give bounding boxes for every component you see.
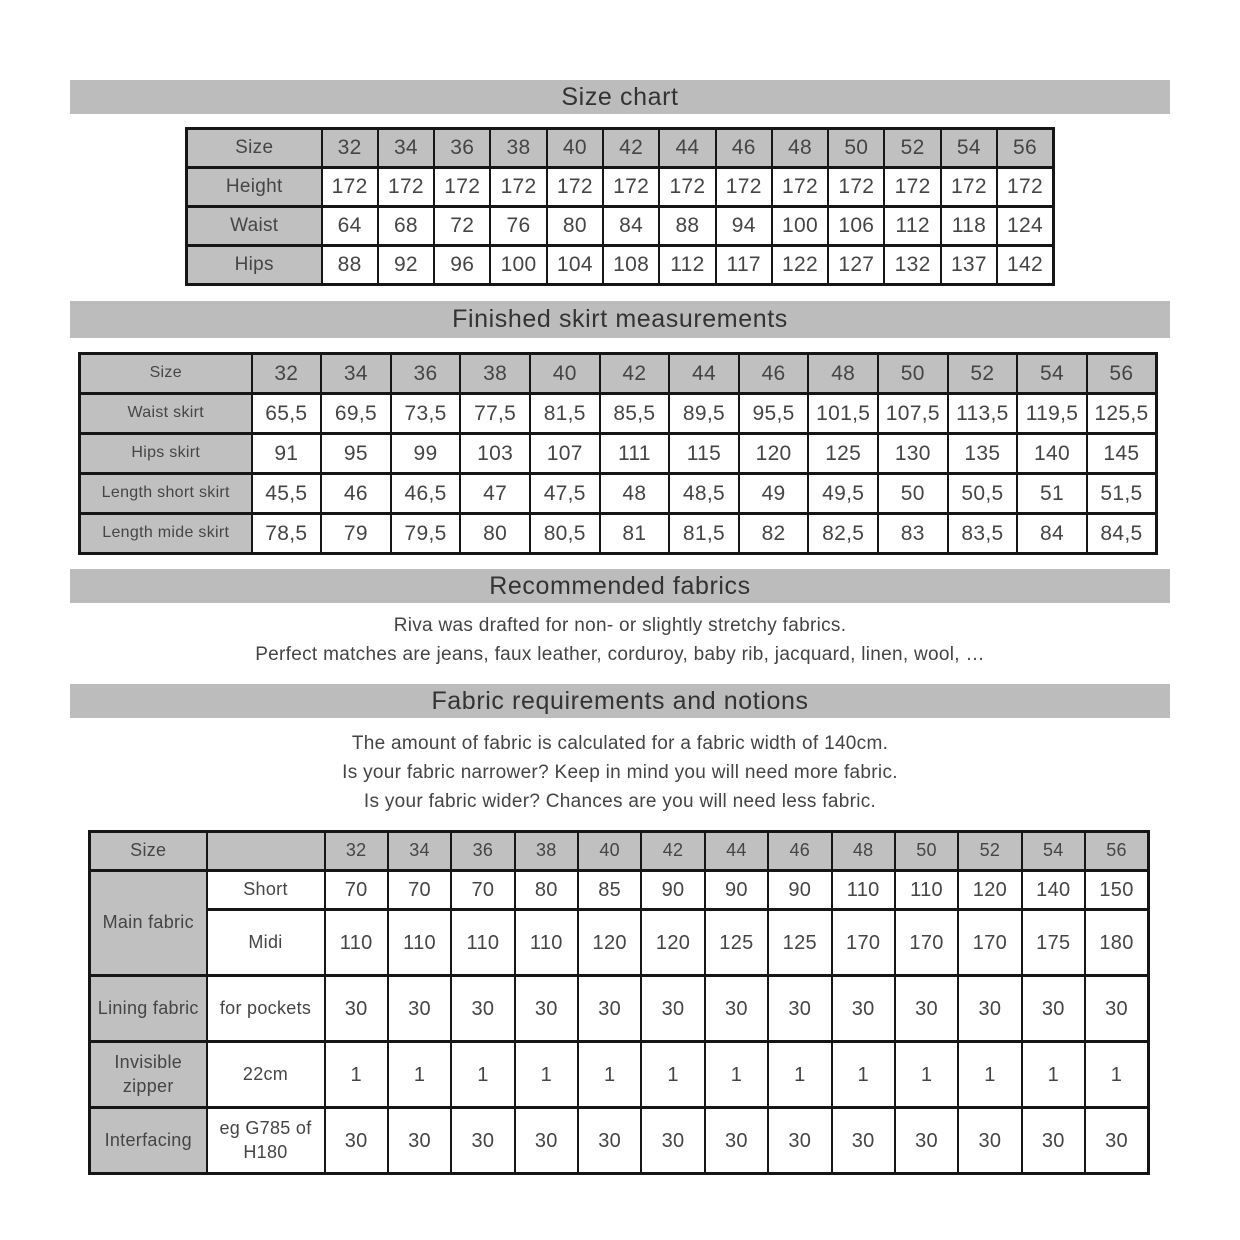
- table-row: [80, 354, 1157, 394]
- table-row: [187, 246, 1054, 285]
- header-cell: 46: [768, 832, 831, 871]
- value-cell: 70: [388, 871, 451, 910]
- value-cell: 1: [641, 1042, 704, 1108]
- value-cell: 47: [460, 474, 530, 514]
- value-cell: 30: [515, 976, 578, 1042]
- value-cell: 117: [716, 246, 772, 285]
- header-cell: 56: [1087, 354, 1157, 394]
- header-cell: Lining fabric: [90, 976, 207, 1042]
- note-line: Riva was drafted for non- or slightly stretchy fabrics.: [393, 615, 847, 636]
- header-cell: Invisible zipper: [90, 1042, 207, 1108]
- value-cell: 92: [378, 246, 434, 285]
- value-cell: 113,5: [948, 394, 1018, 434]
- value-cell: 1: [515, 1042, 578, 1108]
- value-cell: 108: [603, 246, 659, 285]
- value-cell: 172: [547, 168, 603, 207]
- header-cell: 48: [808, 354, 878, 394]
- table-row: [90, 832, 1149, 871]
- value-cell: 1: [578, 1042, 641, 1108]
- value-cell: 1: [451, 1042, 514, 1108]
- value-cell: 88: [322, 246, 378, 285]
- value-cell: 95: [321, 434, 391, 474]
- value-cell: 80: [547, 207, 603, 246]
- header-cell: Size: [90, 832, 207, 871]
- value-cell: 30: [578, 976, 641, 1042]
- table-row: [90, 1108, 1149, 1174]
- value-cell: 101,5: [808, 394, 878, 434]
- note-line: Perfect matches are jeans, faux leather, corduroy, baby rib, jacquard, linen, wool, …: [255, 644, 985, 665]
- table-row: [187, 207, 1054, 246]
- value-cell: 30: [388, 976, 451, 1042]
- value-cell: 30: [958, 976, 1021, 1042]
- value-cell: 172: [772, 168, 828, 207]
- fabric-requirements-note: [70, 729, 1170, 816]
- table-row: [90, 871, 1149, 910]
- value-cell: 70: [325, 871, 388, 910]
- value-cell: 172: [490, 168, 546, 207]
- value-cell: 64: [322, 207, 378, 246]
- header-cell: 40: [578, 832, 641, 871]
- value-cell: 30: [515, 1108, 578, 1174]
- value-cell: 1: [768, 1042, 831, 1108]
- value-cell: 46: [321, 474, 391, 514]
- header-cell: 44: [669, 354, 739, 394]
- value-cell: 84: [1017, 514, 1087, 554]
- value-cell: 85: [578, 871, 641, 910]
- value-cell: 140: [1017, 434, 1087, 474]
- header-cell: 50: [828, 129, 884, 168]
- value-cell: 30: [325, 976, 388, 1042]
- value-cell: 172: [434, 168, 490, 207]
- value-cell: 49: [739, 474, 809, 514]
- value-cell: 137: [941, 246, 997, 285]
- value-cell: 112: [659, 246, 715, 285]
- size-chart-section-header: Size chart: [70, 80, 1170, 114]
- header-cell: 56: [1085, 832, 1149, 871]
- header-cell: 54: [1017, 354, 1087, 394]
- value-cell: 30: [705, 1108, 768, 1174]
- value-cell: 73,5: [391, 394, 461, 434]
- value-cell: 125: [808, 434, 878, 474]
- value-cell: 172: [378, 168, 434, 207]
- value-cell: 1: [895, 1042, 958, 1108]
- value-cell: 96: [434, 246, 490, 285]
- value-cell: 120: [739, 434, 809, 474]
- header-cell: Length mide skirt: [80, 514, 252, 554]
- table-row: [80, 514, 1157, 554]
- value-cell: 49,5: [808, 474, 878, 514]
- header-cell: 54: [941, 129, 997, 168]
- finished-measurements-section-header: Finished skirt measurements: [70, 301, 1170, 338]
- finished-measurements-table: [78, 352, 1158, 555]
- table-row: [187, 168, 1054, 207]
- value-cell: 90: [641, 871, 704, 910]
- value-cell: 22cm: [207, 1042, 325, 1108]
- header-cell: Waist skirt: [80, 394, 252, 434]
- value-cell: 95,5: [739, 394, 809, 434]
- value-cell: 45,5: [252, 474, 322, 514]
- header-cell: 38: [460, 354, 530, 394]
- header-cell: 50: [878, 354, 948, 394]
- value-cell: 1: [325, 1042, 388, 1108]
- value-cell: 81,5: [530, 394, 600, 434]
- table-row: [187, 129, 1054, 168]
- value-cell: 1: [705, 1042, 768, 1108]
- value-cell: 80,5: [530, 514, 600, 554]
- table-row: [90, 976, 1149, 1042]
- value-cell: 1: [1085, 1042, 1149, 1108]
- value-cell: 80: [515, 871, 578, 910]
- value-cell: 110: [451, 910, 514, 976]
- value-cell: 30: [578, 1108, 641, 1174]
- value-cell: 150: [1085, 871, 1149, 910]
- header-cell: Hips: [187, 246, 322, 285]
- table-row: [90, 1042, 1149, 1108]
- value-cell: 82,5: [808, 514, 878, 554]
- table-row: [80, 474, 1157, 514]
- value-cell: 30: [451, 1108, 514, 1174]
- value-cell: eg G785 of H180: [207, 1108, 325, 1174]
- value-cell: 172: [997, 168, 1053, 207]
- value-cell: 84: [603, 207, 659, 246]
- value-cell: 90: [768, 871, 831, 910]
- note-line: Is your fabric wider? Chances are you will need less fabric.: [363, 791, 877, 812]
- value-cell: 47,5: [530, 474, 600, 514]
- header-cell: 32: [252, 354, 322, 394]
- value-cell: 125,5: [1087, 394, 1157, 434]
- value-cell: 119,5: [1017, 394, 1087, 434]
- header-cell: 32: [325, 832, 388, 871]
- value-cell: 30: [1022, 1108, 1085, 1174]
- value-cell: 50: [878, 474, 948, 514]
- header-cell: Height: [187, 168, 322, 207]
- header-cell: 40: [530, 354, 600, 394]
- value-cell: 30: [451, 976, 514, 1042]
- value-cell: 122: [772, 246, 828, 285]
- header-cell: 38: [515, 832, 578, 871]
- table-row: [80, 394, 1157, 434]
- value-cell: 1: [832, 1042, 895, 1108]
- value-cell: 50,5: [948, 474, 1018, 514]
- value-cell: 72: [434, 207, 490, 246]
- header-cell: 52: [958, 832, 1021, 871]
- table-row: [90, 910, 1149, 976]
- value-cell: 99: [391, 434, 461, 474]
- value-cell: 104: [547, 246, 603, 285]
- value-cell: 124: [997, 207, 1053, 246]
- value-cell: 172: [716, 168, 772, 207]
- header-cell: 50: [895, 832, 958, 871]
- value-cell: 51: [1017, 474, 1087, 514]
- value-cell: 170: [832, 910, 895, 976]
- value-cell: 94: [716, 207, 772, 246]
- value-cell: 127: [828, 246, 884, 285]
- value-cell: 90: [705, 871, 768, 910]
- header-cell: Hips skirt: [80, 434, 252, 474]
- header-cell: Size: [80, 354, 252, 394]
- value-cell: 83,5: [948, 514, 1018, 554]
- value-cell: 125: [768, 910, 831, 976]
- value-cell: 65,5: [252, 394, 322, 434]
- value-cell: 112: [884, 207, 940, 246]
- value-cell: 170: [895, 910, 958, 976]
- value-cell: 30: [832, 976, 895, 1042]
- value-cell: 1: [388, 1042, 451, 1108]
- header-cell: Size: [187, 129, 322, 168]
- value-cell: 120: [641, 910, 704, 976]
- header-cell: 52: [948, 354, 1018, 394]
- value-cell: 172: [884, 168, 940, 207]
- size-chart-table: [185, 127, 1055, 286]
- fabric-requirements-table: [88, 830, 1150, 1175]
- header-cell: 52: [884, 129, 940, 168]
- value-cell: 30: [641, 1108, 704, 1174]
- value-cell: 172: [659, 168, 715, 207]
- header-cell: Length short skirt: [80, 474, 252, 514]
- value-cell: 83: [878, 514, 948, 554]
- value-cell: 79,5: [391, 514, 461, 554]
- recommended-fabrics-section-header: Recommended fabrics: [70, 569, 1170, 603]
- value-cell: 70: [451, 871, 514, 910]
- header-cell: 36: [451, 832, 514, 871]
- value-cell: 120: [958, 871, 1021, 910]
- value-cell: 30: [1085, 1108, 1149, 1174]
- value-cell: 30: [832, 1108, 895, 1174]
- note-line: The amount of fabric is calculated for a fabric width of 140cm.: [351, 733, 889, 754]
- value-cell: 80: [460, 514, 530, 554]
- header-cell: 34: [388, 832, 451, 871]
- value-cell: 1: [958, 1042, 1021, 1108]
- header-cell: 44: [659, 129, 715, 168]
- header-cell: 42: [641, 832, 704, 871]
- value-cell: 30: [958, 1108, 1021, 1174]
- header-cell: 36: [391, 354, 461, 394]
- value-cell: 48: [600, 474, 670, 514]
- value-cell: 180: [1085, 910, 1149, 976]
- value-cell: 79: [321, 514, 391, 554]
- value-cell: 30: [768, 976, 831, 1042]
- header-cell: [207, 832, 325, 871]
- value-cell: 77,5: [460, 394, 530, 434]
- value-cell: 88: [659, 207, 715, 246]
- recommended-fabrics-note: [70, 611, 1170, 669]
- value-cell: 89,5: [669, 394, 739, 434]
- header-cell: Main fabric: [90, 871, 207, 976]
- value-cell: 125: [705, 910, 768, 976]
- value-cell: 30: [895, 1108, 958, 1174]
- value-cell: 172: [322, 168, 378, 207]
- value-cell: 106: [828, 207, 884, 246]
- value-cell: 140: [1022, 871, 1085, 910]
- value-cell: 111: [600, 434, 670, 474]
- value-cell: 30: [1085, 976, 1149, 1042]
- value-cell: 68: [378, 207, 434, 246]
- value-cell: 81: [600, 514, 670, 554]
- value-cell: 172: [828, 168, 884, 207]
- value-cell: 84,5: [1087, 514, 1157, 554]
- header-cell: 56: [997, 129, 1053, 168]
- header-cell: 40: [547, 129, 603, 168]
- header-cell: 36: [434, 129, 490, 168]
- value-cell: 110: [325, 910, 388, 976]
- value-cell: 110: [388, 910, 451, 976]
- value-cell: 110: [895, 871, 958, 910]
- value-cell: 110: [832, 871, 895, 910]
- value-cell: 91: [252, 434, 322, 474]
- value-cell: 30: [1022, 976, 1085, 1042]
- value-cell: 110: [515, 910, 578, 976]
- value-cell: 172: [941, 168, 997, 207]
- value-cell: 30: [705, 976, 768, 1042]
- header-cell: 34: [378, 129, 434, 168]
- table-row: [80, 434, 1157, 474]
- header-cell: Interfacing: [90, 1108, 207, 1174]
- value-cell: 132: [884, 246, 940, 285]
- value-cell: for pockets: [207, 976, 325, 1042]
- value-cell: 69,5: [321, 394, 391, 434]
- value-cell: 76: [490, 207, 546, 246]
- value-cell: 30: [768, 1108, 831, 1174]
- header-cell: 42: [600, 354, 670, 394]
- header-cell: 48: [772, 129, 828, 168]
- value-cell: 100: [490, 246, 546, 285]
- value-cell: 142: [997, 246, 1053, 285]
- value-cell: 115: [669, 434, 739, 474]
- value-cell: 1: [1022, 1042, 1085, 1108]
- value-cell: 30: [325, 1108, 388, 1174]
- value-cell: 130: [878, 434, 948, 474]
- fabric-requirements-section-header: Fabric requirements and notions: [70, 684, 1170, 718]
- header-cell: Waist: [187, 207, 322, 246]
- value-cell: 107: [530, 434, 600, 474]
- value-cell: 81,5: [669, 514, 739, 554]
- value-cell: 51,5: [1087, 474, 1157, 514]
- value-cell: 46,5: [391, 474, 461, 514]
- header-cell: 46: [739, 354, 809, 394]
- value-cell: 85,5: [600, 394, 670, 434]
- note-line: Is your fabric narrower? Keep in mind you will need more fabric.: [342, 762, 898, 783]
- header-cell: 54: [1022, 832, 1085, 871]
- value-cell: 175: [1022, 910, 1085, 976]
- value-cell: 107,5: [878, 394, 948, 434]
- value-cell: 135: [948, 434, 1018, 474]
- header-cell: 46: [716, 129, 772, 168]
- value-cell: 118: [941, 207, 997, 246]
- value-cell: 145: [1087, 434, 1157, 474]
- header-cell: 48: [832, 832, 895, 871]
- header-cell: 34: [321, 354, 391, 394]
- value-cell: 82: [739, 514, 809, 554]
- header-cell: 32: [322, 129, 378, 168]
- value-cell: Short: [207, 871, 325, 910]
- value-cell: 170: [958, 910, 1021, 976]
- value-cell: 30: [895, 976, 958, 1042]
- value-cell: 100: [772, 207, 828, 246]
- value-cell: 30: [641, 976, 704, 1042]
- value-cell: 103: [460, 434, 530, 474]
- header-cell: 44: [705, 832, 768, 871]
- value-cell: 30: [388, 1108, 451, 1174]
- value-cell: 172: [603, 168, 659, 207]
- header-cell: 38: [490, 129, 546, 168]
- value-cell: 48,5: [669, 474, 739, 514]
- header-cell: 42: [603, 129, 659, 168]
- value-cell: 78,5: [252, 514, 322, 554]
- value-cell: 120: [578, 910, 641, 976]
- value-cell: Midi: [207, 910, 325, 976]
